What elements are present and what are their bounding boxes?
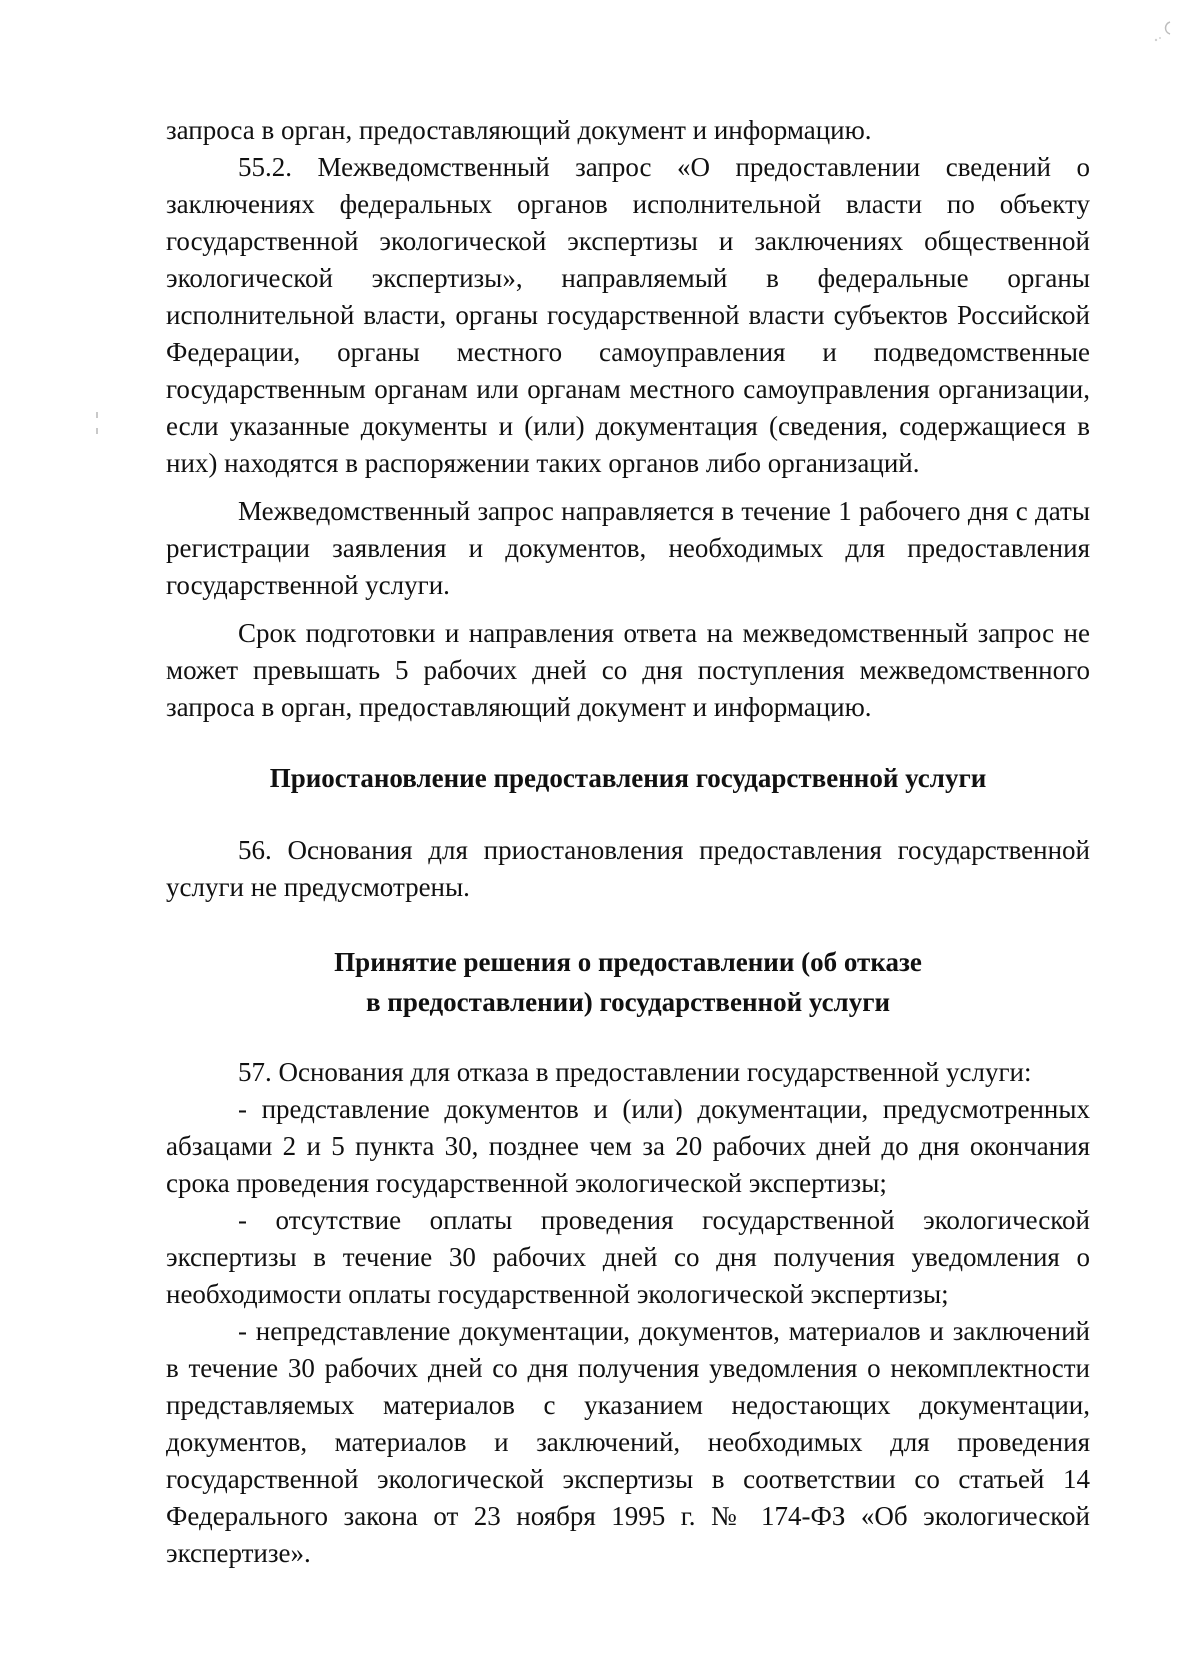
list-item-refusal-3: - непредставление документации, документов, материалов и заключений в течение 30 рабочих дней со дня получения уведомления о некомплектности представляемых материалов с указанием недостающих документации, документов, материалов и заключений, необходимых для проведения государственной экологической экспертизы в соответствии со статьей 14 Федерального закона от 23 ноября 1995 г. № 174-ФЗ «Об экологической экспертизе». <box>166 1316 1090 1568</box>
paragraph-56: 56. Основания для приостановления предоставления государственной услуги не предусмотрены. <box>166 835 1090 902</box>
section-heading-decision <box>166 942 1090 1022</box>
scan-speck <box>96 428 98 434</box>
paragraph-55-2-term: Межведомственный запрос направляется в течение 1 рабочего дня с даты регистрации заявления и документов, необходимых для предоставления государственной услуги. <box>166 496 1090 600</box>
scan-artifact <box>1150 18 1178 46</box>
paragraph-55-2: 55.2. Межведомственный запрос «О предоставлении сведений о заключениях федеральных органов исполнительной власти по объекту государственной экологической экспертизы и заключениях общественной экологической экспертизы», направляемый в федеральные органы исполнительной власти, органы государственной власти субъектов Российской Федерации, органы местного самоуправления и подведомственные государственным органам или органам местного самоуправления организации, если указанные документы и (или) документация (сведения, содержащиеся в них) находятся в распоряжении таких органов либо организаций. <box>166 152 1090 478</box>
section-heading-decision-line1: Принятие решения о предоставлении (об отказе <box>334 947 922 977</box>
paragraph-55-2-response: Срок подготовки и направления ответа на межведомственный запрос не может превышать 5 рабочих дней со дня поступления межведомственного запроса в орган, предоставляющий документ и информацию. <box>166 618 1090 722</box>
document-body <box>166 112 1090 1572</box>
scan-speck <box>96 412 98 418</box>
list-item-refusal-1: - представление документов и (или) документации, предусмотренных абзацами 2 и 5 пункта 30, позднее чем за 20 рабочих дней до дня окончания срока проведения государственной экологической экспертизы; <box>166 1094 1090 1198</box>
paragraph-continuation: запроса в орган, предоставляющий документ и информацию. <box>166 115 872 145</box>
section-heading-suspension: Приостановление предоставления государственной услуги <box>269 763 987 793</box>
paragraph-57: 57. Основания для отказа в предоставлении государственной услуги: <box>238 1057 1032 1087</box>
list-item-refusal-2: - отсутствие оплаты проведения государственной экологической экспертизы в течение 30 рабочих дней со дня получения уведомления о необходимости оплаты государственной экологической экспертизы; <box>166 1205 1090 1309</box>
section-heading-decision-line2: в предоставлении) государственной услуги <box>365 987 891 1017</box>
